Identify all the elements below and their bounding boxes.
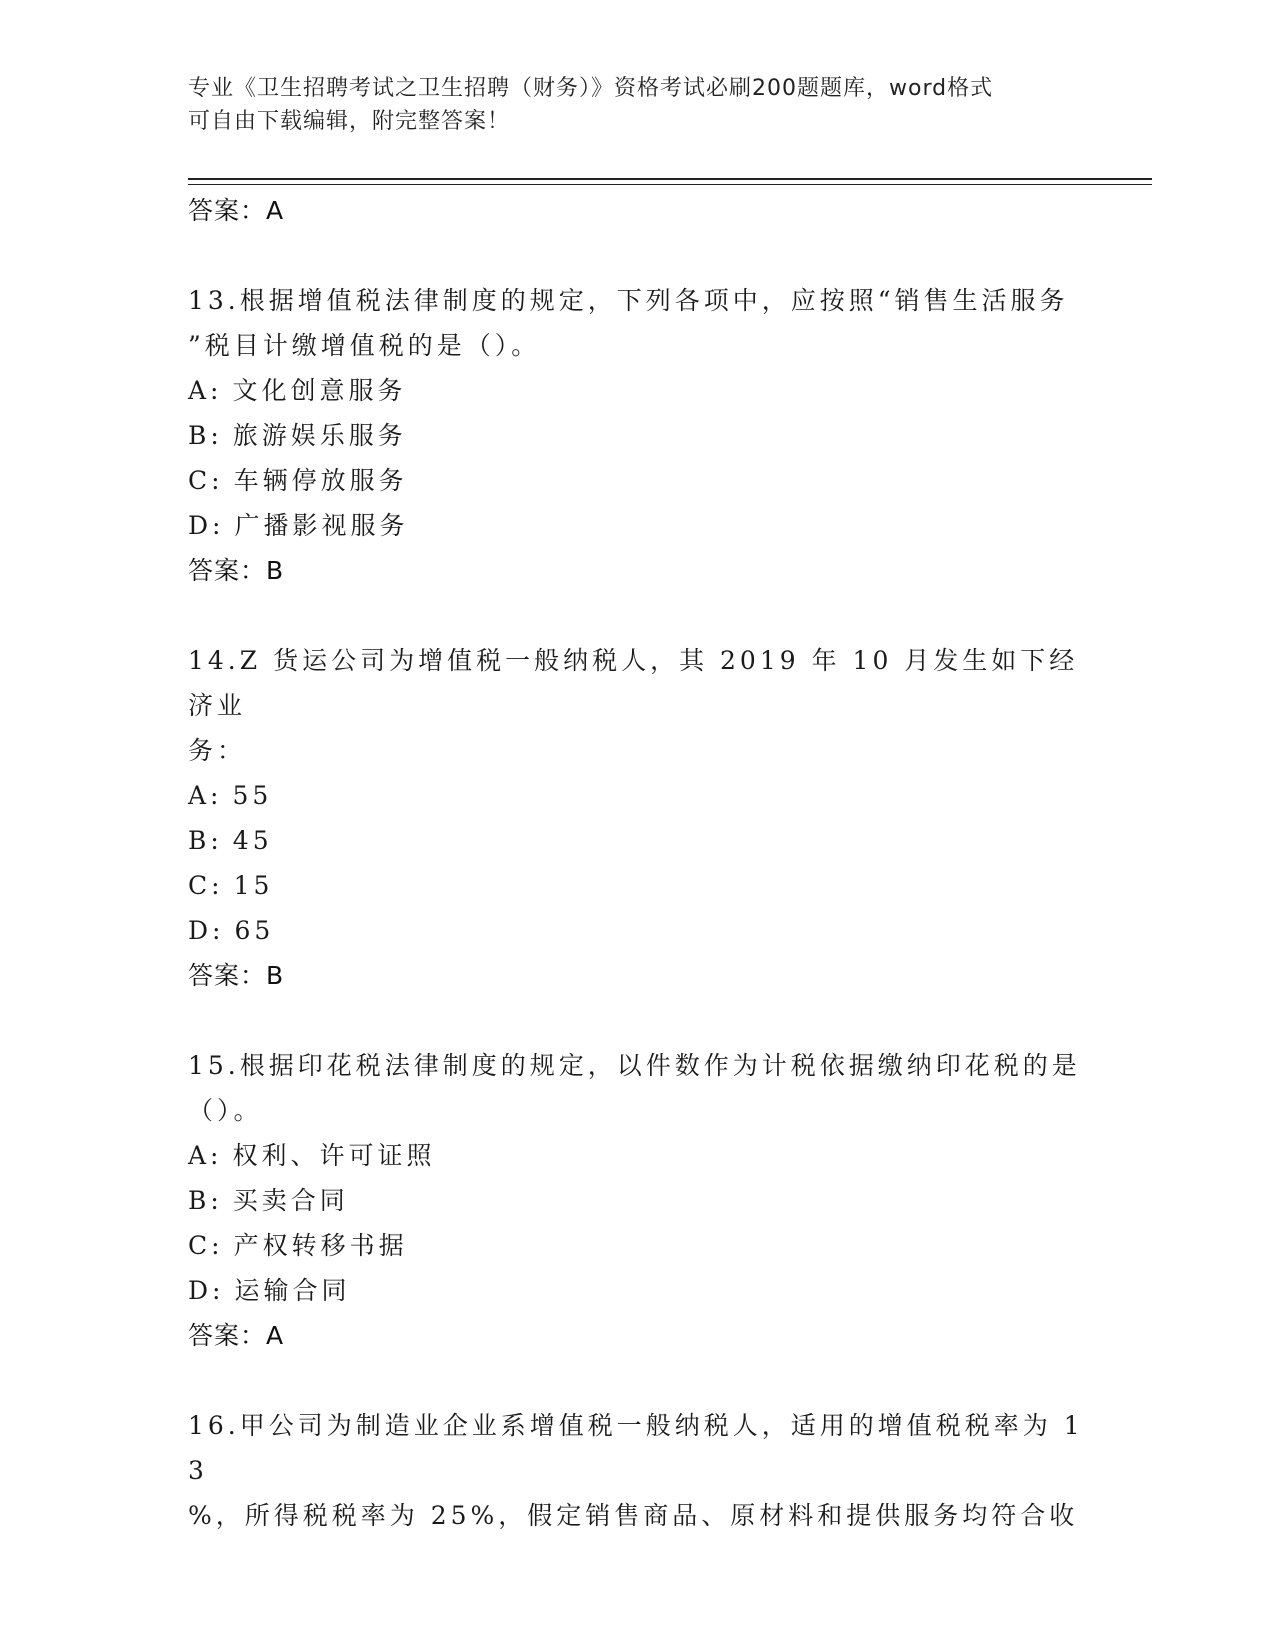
question-number: 16. [188, 1411, 240, 1440]
option-text: 广播影视服务 [234, 511, 409, 540]
question-15 [188, 1043, 1088, 1359]
option-key: C: [188, 1231, 224, 1260]
option-key: B: [188, 826, 223, 855]
option-key: A: [188, 1141, 223, 1170]
question-stem-line-2: （）。 [188, 1096, 263, 1125]
question-14 [188, 638, 1088, 999]
question-stem [188, 1043, 1088, 1133]
question-stem-line-1: 根据印花税法律制度的规定，以件数作为计税依据缴纳印花税的是 [239, 1051, 1081, 1080]
answer-value: A [266, 196, 285, 225]
answer-label: 答案： [188, 556, 267, 585]
option-d [188, 503, 1088, 548]
option-b [188, 413, 1088, 458]
option-c [188, 458, 1088, 503]
header-title-line-2: 可自由下载编辑，附完整答案！ [188, 109, 511, 134]
option-c [188, 1223, 1088, 1268]
header-divider-thick [188, 178, 1152, 180]
question-stem [188, 1403, 1088, 1538]
option-key: B: [188, 421, 223, 450]
option-b [188, 818, 1088, 863]
question-16 [188, 1403, 1088, 1538]
option-text: 旅游娱乐服务 [232, 421, 407, 450]
question-stem-line-2: %，所得税税率为 25%，假定销售商品、原材料和提供服务均符合收 [188, 1501, 1079, 1530]
option-text: 55 [232, 781, 273, 810]
question-number: 14. [188, 646, 240, 675]
answer-line [188, 953, 1088, 999]
question-stem [188, 638, 1088, 773]
document-header [188, 72, 1068, 138]
answer-label: 答案： [188, 961, 267, 990]
option-text: 65 [234, 916, 275, 945]
option-key: C: [188, 466, 224, 495]
option-key: D: [188, 916, 225, 945]
question-stem-line-1: 根据增值税法律制度的规定，下列各项中，应按照“销售生活服务 [239, 286, 1069, 315]
question-stem-line-2: 务： [188, 736, 247, 765]
question-stem-line-2: ”税目计缴增值税的是（）。 [188, 331, 541, 360]
question-stem [188, 278, 1088, 368]
option-text: 权利、许可证照 [232, 1141, 436, 1170]
option-text: 车辆停放服务 [233, 466, 408, 495]
option-text: 买卖合同 [232, 1186, 349, 1215]
answer-value: B [266, 556, 285, 585]
question-number: 15. [188, 1051, 240, 1080]
option-key: B: [188, 1186, 223, 1215]
answer-line-q12 [188, 188, 1088, 234]
option-a [188, 368, 1088, 413]
option-b [188, 1178, 1088, 1223]
option-d [188, 908, 1088, 953]
option-c [188, 863, 1088, 908]
option-text: 15 [233, 871, 274, 900]
option-text: 产权转移书据 [233, 1231, 408, 1260]
option-d [188, 1268, 1088, 1313]
option-key: A: [188, 781, 223, 810]
answer-line [188, 1313, 1088, 1359]
option-key: A: [188, 376, 223, 405]
option-text: 文化创意服务 [232, 376, 407, 405]
question-number: 13. [188, 286, 240, 315]
header-title-line-1: 专业《卫生招聘考试之卫生招聘（财务）》资格考试必刷200题题库，word格式 [188, 76, 994, 101]
answer-value: B [266, 961, 285, 990]
option-a [188, 1133, 1088, 1178]
option-a [188, 773, 1088, 818]
option-text: 运输合同 [234, 1276, 351, 1305]
question-stem-line-1: Z 货运公司为增值税一般纳税人，其 2019 年 10 月发生如下经济业 [188, 646, 1079, 720]
option-text: 45 [232, 826, 273, 855]
option-key: D: [188, 511, 225, 540]
header-divider-thin [188, 184, 1152, 185]
question-stem-line-1: 甲公司为制造业企业系增值税一般纳税人，适用的增值税税率为 13 [188, 1411, 1084, 1485]
answer-value: A [266, 1321, 285, 1350]
question-list [188, 188, 1088, 1538]
question-13 [188, 278, 1088, 594]
answer-label: 答案： [188, 1321, 267, 1350]
answer-line [188, 548, 1088, 594]
option-key: D: [188, 1276, 225, 1305]
answer-label: 答案： [188, 196, 267, 225]
option-key: C: [188, 871, 224, 900]
